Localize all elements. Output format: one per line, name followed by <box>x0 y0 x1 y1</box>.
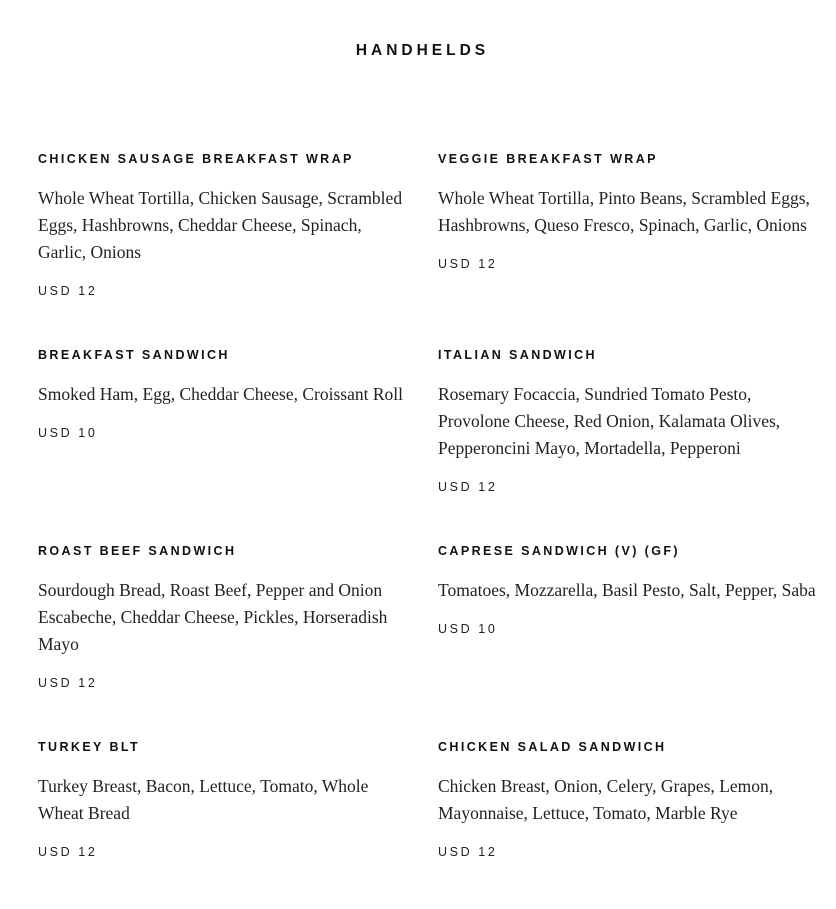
menu-item <box>38 543 410 691</box>
menu-item <box>438 347 818 495</box>
item-description: Chicken Breast, Onion, Celery, Grapes, Lemon, Mayonnaise, Lettuce, Tomato, Marble Rye <box>438 776 774 823</box>
item-description: Whole Wheat Tortilla, Pinto Beans, Scrambled Eggs, Hashbrowns, Queso Fresco, Spinach, Garlic, Onions <box>438 188 810 235</box>
item-price: USD 10 <box>38 426 98 440</box>
item-description: Smoked Ham, Egg, Cheddar Cheese, Croissant Roll <box>38 384 404 404</box>
item-description: Rosemary Focaccia, Sundried Tomato Pesto, Provolone Cheese, Red Onion, Kalamata Olives, Pepperoncini Mayo, Mortadella, Pepperoni <box>438 384 781 458</box>
item-name: ROAST BEEF SANDWICH <box>38 544 237 558</box>
item-name: CAPRESE SANDWICH (V) (GF) <box>438 544 680 558</box>
menu-item <box>38 151 410 299</box>
item-description: Turkey Breast, Bacon, Lettuce, Tomato, Whole Wheat Bread <box>38 776 369 823</box>
item-price: USD 12 <box>38 845 98 859</box>
item-description: Sourdough Bread, Roast Beef, Pepper and Onion Escabeche, Cheddar Cheese, Pickles, Horseradish Mayo <box>38 580 388 654</box>
item-price: USD 12 <box>438 257 498 271</box>
item-name: CHICKEN SAUSAGE BREAKFAST WRAP <box>38 152 354 166</box>
item-name: CHICKEN SALAD SANDWICH <box>438 740 667 754</box>
item-name: ITALIAN SANDWICH <box>438 348 597 362</box>
item-price: USD 12 <box>38 676 98 690</box>
item-price: USD 12 <box>438 845 498 859</box>
item-name: BREAKFAST SANDWICH <box>38 348 230 362</box>
item-price: USD 12 <box>438 480 498 494</box>
item-name: VEGGIE BREAKFAST WRAP <box>438 152 658 166</box>
menu-item <box>438 739 818 860</box>
item-description: Whole Wheat Tortilla, Chicken Sausage, Scrambled Eggs, Hashbrowns, Cheddar Cheese, Spinach, Garlic, Onions <box>38 188 403 262</box>
menu-item <box>38 347 410 441</box>
menu-item <box>38 739 410 860</box>
item-price: USD 10 <box>438 622 498 636</box>
item-description: Tomatoes, Mozzarella, Basil Pesto, Salt, Pepper, Saba <box>438 580 816 600</box>
item-price: USD 12 <box>38 284 98 298</box>
item-name: TURKEY BLT <box>38 740 141 754</box>
menu-item <box>438 543 818 637</box>
section-title: HANDHELDS <box>355 42 490 59</box>
menu-item <box>438 151 818 272</box>
